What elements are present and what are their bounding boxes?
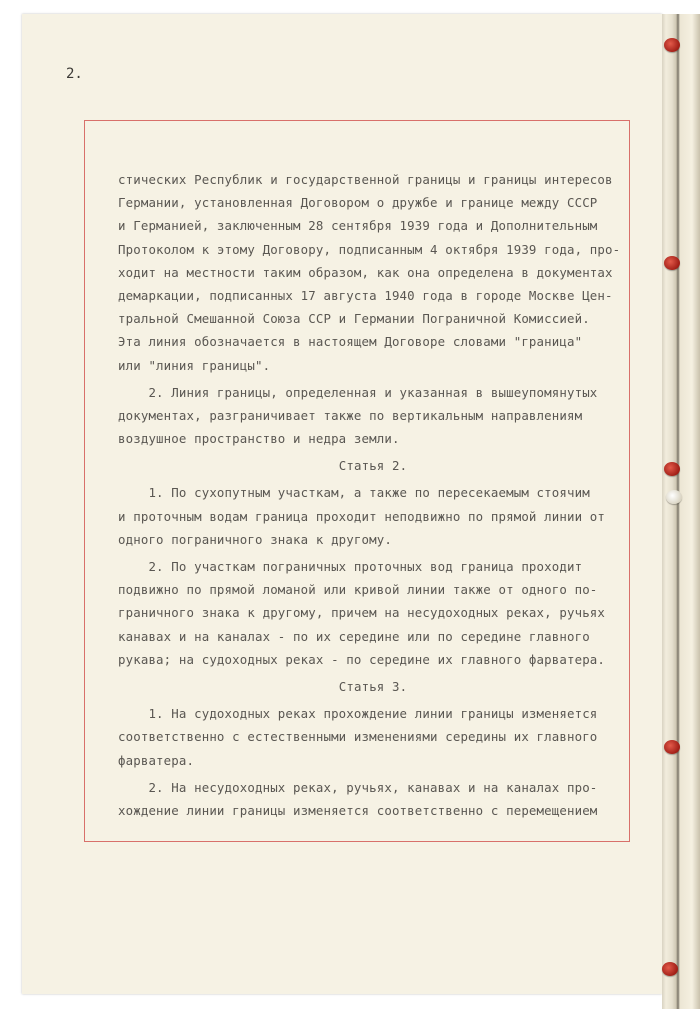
- text-line: ходит на местности таким образом, как она определена в документах: [118, 264, 613, 280]
- text-line: 1. На судоходных реках прохождение линии границы изменяется: [118, 706, 598, 722]
- text-line: канавах и на каналах - по их середине или по середине главного: [118, 628, 590, 644]
- paragraph-article3-p2: [118, 776, 638, 822]
- article-3-heading: Статья 3.: [338, 678, 408, 694]
- text-line: хождение линии границы изменяется соответственно с перемещением: [118, 802, 598, 818]
- text-line: одного пограничного знака к другому.: [118, 531, 392, 547]
- text-line: или "линия границы".: [118, 357, 271, 373]
- binding-ring-1: [664, 38, 680, 52]
- text-line: демаркации, подписанных 17 августа 1940 года в городе Москве Цен-: [118, 287, 613, 303]
- paragraph-article2-p2: [118, 555, 638, 671]
- paragraph-article1-p1: [118, 168, 638, 377]
- text-line: тральной Смешанной Союза ССР и Германии Пограничной Комиссией.: [118, 311, 590, 327]
- binding-ring-4: [666, 490, 682, 504]
- paragraph-article3-p1: [118, 702, 638, 772]
- text-line: Эта линия обозначается в настоящем Договоре словами "граница": [118, 334, 583, 350]
- text-line: Протоколом к этому Договору, подписанным 4 октября 1939 года, про-: [118, 241, 621, 257]
- article-2-heading: Статья 2.: [338, 458, 408, 474]
- paragraph-article2-p1: [118, 481, 638, 551]
- text-line: 2. На несудоходных реках, ручьях, канавах и на каналах про-: [118, 779, 598, 795]
- document-body: [118, 168, 638, 822]
- text-line: 2. Линия границы, определенная и указанная в вышеупомянутых: [118, 384, 598, 400]
- text-line: и проточным водам граница проходит неподвижно по прямой линии от: [118, 508, 606, 524]
- binding-ring-3: [664, 462, 680, 476]
- text-line: 2. По участкам пограничных проточных вод граница проходит: [118, 559, 583, 574]
- text-line: документах, разграничивает также по вертикальным направлениям: [118, 407, 583, 423]
- paragraph-article1-p2: [118, 381, 638, 451]
- binding-ring-5: [664, 740, 680, 754]
- text-line: 1. По сухопутным участкам, а также по пересекаемым стоячим: [118, 485, 590, 501]
- binding-ring-2: [664, 256, 680, 270]
- text-line: рукава; на судоходных реках - по середине их главного фарватера.: [118, 651, 606, 667]
- page-number: 2.: [66, 66, 83, 82]
- text-line: фарватера.: [118, 752, 195, 768]
- binding-ring-6: [662, 962, 678, 976]
- text-line: Германии, установленная Договором о дружбе и границе между СССР: [118, 195, 598, 211]
- text-line: воздушное пространство и недра земли.: [118, 431, 400, 447]
- folder-binding: [662, 14, 700, 1009]
- text-line: и Германией, заключенным 28 сентября 1939 года и Дополнительным: [118, 218, 598, 234]
- text-line: соответственно с естественными изменениями середины их главного: [118, 729, 598, 745]
- text-line: подвижно по прямой ломаной или кривой линии также от одного по-: [118, 582, 598, 598]
- text-line: стических Республик и государственной границы и границы интересов: [118, 172, 613, 187]
- text-line: граничного знака к другому, причем на несудоходных реках, ручьях: [118, 605, 606, 621]
